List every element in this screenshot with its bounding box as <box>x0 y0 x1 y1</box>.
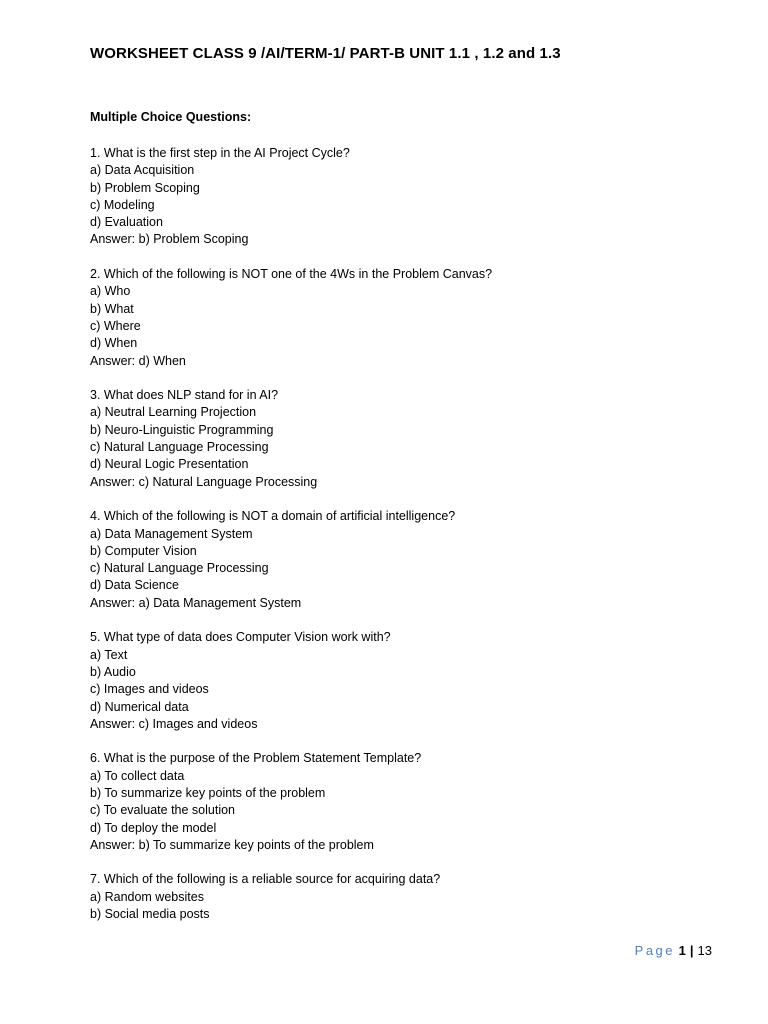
question-text: 6. What is the purpose of the Problem Statement Template? <box>90 751 422 766</box>
question-block <box>90 750 730 854</box>
answer-option: a) To collect data <box>90 768 185 783</box>
answer-text: Answer: b) Problem Scoping <box>90 232 249 247</box>
answer-option: b) To summarize key points of the problem <box>90 785 326 800</box>
footer-separator: | <box>689 943 694 958</box>
answer-option: c) Images and videos <box>90 682 209 697</box>
answer-option: b) Problem Scoping <box>90 180 200 195</box>
question-block <box>90 266 730 370</box>
answer-option: b) What <box>90 301 134 316</box>
answer-option: c) Natural Language Processing <box>90 561 269 576</box>
answer-option: a) Random websites <box>90 889 204 904</box>
question-text: 1. What is the first step in the AI Project Cycle? <box>90 146 350 160</box>
question-text: 4. Which of the following is NOT a domain of artificial intelligence? <box>90 509 456 524</box>
footer-page-total: 13 <box>697 943 712 958</box>
answer-text: Answer: b) To summarize key points of the problem <box>90 837 374 852</box>
answer-option: c) To evaluate the solution <box>90 803 236 818</box>
answer-option: b) Audio <box>90 664 136 679</box>
question-text: 3. What does NLP stand for in AI? <box>90 388 279 403</box>
answer-text: Answer: c) Images and videos <box>90 716 258 731</box>
answer-option: b) Neuro-Linguistic Programming <box>90 422 274 437</box>
answer-option: a) Data Acquisition <box>90 163 195 178</box>
question-text: 2. Which of the following is NOT one of the 4Ws in the Problem Canvas? <box>90 267 493 282</box>
answer-option: a) Neutral Learning Projection <box>90 405 257 420</box>
answer-option: a) Who <box>90 284 131 299</box>
question-text: 5. What type of data does Computer Vision work with? <box>90 630 391 645</box>
answer-text: Answer: d) When <box>90 353 186 368</box>
answer-option: a) Data Management System <box>90 526 253 541</box>
answer-text: Answer: c) Natural Language Processing <box>90 474 318 489</box>
answer-option: d) Data Science <box>90 578 179 593</box>
question-block <box>90 508 730 612</box>
answer-option: c) Where <box>90 318 141 333</box>
question-block <box>90 145 730 249</box>
worksheet-title: WORKSHEET CLASS 9 /AI/TERM-1/ PART-B UNIT 1.1 , 1.2 and 1.3 <box>90 45 561 62</box>
answer-option: a) Text <box>90 647 128 662</box>
answer-option: c) Natural Language Processing <box>90 440 269 455</box>
footer-page-label: Page <box>634 943 676 958</box>
answer-option: d) Numerical data <box>90 699 189 714</box>
answer-option: b) Social media posts <box>90 907 210 922</box>
answer-option: c) Modeling <box>90 197 155 212</box>
page-footer <box>635 943 712 958</box>
question-text: 7. Which of the following is a reliable source for acquiring data? <box>90 872 441 887</box>
footer-page-number: 1 <box>678 943 686 958</box>
answer-option: d) Evaluation <box>90 215 163 230</box>
question-list <box>90 145 730 941</box>
answer-option: d) When <box>90 336 138 351</box>
answer-option: b) Computer Vision <box>90 543 197 558</box>
question-block <box>90 629 730 733</box>
section-heading: Multiple Choice Questions: <box>90 110 252 124</box>
question-block <box>90 387 730 491</box>
answer-option: d) Neural Logic Presentation <box>90 457 249 472</box>
question-block <box>90 871 730 923</box>
answer-text: Answer: a) Data Management System <box>90 595 302 610</box>
answer-option: d) To deploy the model <box>90 820 217 835</box>
